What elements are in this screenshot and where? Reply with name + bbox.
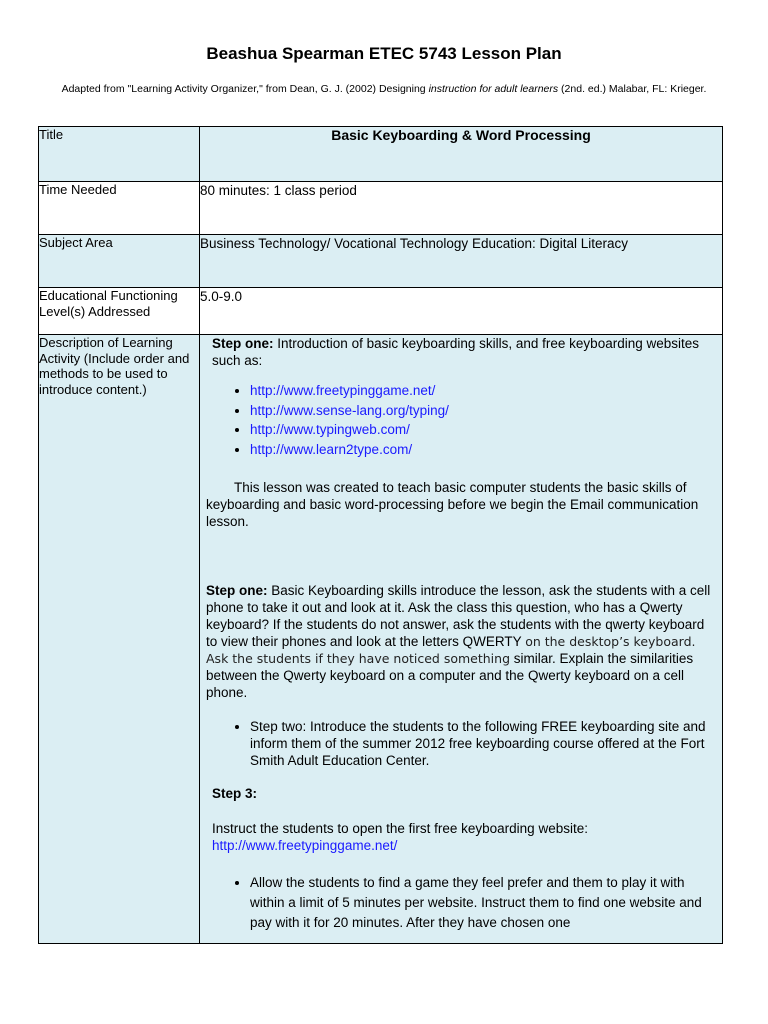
step3-link[interactable]: http://www.freetypinggame.net/: [212, 838, 398, 853]
citation-book-title: instruction for adult learners: [428, 83, 559, 95]
time-label: Time Needed: [39, 182, 200, 235]
description-value: [200, 335, 723, 944]
description-label: Description of Learning Activity (Include order and methods to be used to introduce content.): [39, 335, 200, 944]
step1-text: Introduction of basic keyboarding skills, and free keyboarding websites such as:: [212, 336, 700, 368]
step1-paragraph: [212, 335, 714, 369]
step1b-text: Basic Keyboarding skills introduce the lesson, ask the students with a cell phone to take it out and look at it. Ask the class this question, who has a Qwerty keyboard? If the students do not answer, ask the students with the qwerty keyboard to view their phones and look at the letters QWERTY: [206, 583, 711, 649]
link-freetypinggame[interactable]: http://www.freetypinggame.net/: [250, 383, 436, 398]
citation-text-post: (2nd. ed.) Malabar, FL: Krieger.: [558, 83, 707, 95]
step1b-heading: Step one:: [206, 583, 268, 598]
link-learn2type[interactable]: http://www.learn2type.com/: [250, 441, 413, 457]
description-row: [39, 335, 723, 944]
subject-row: [39, 235, 723, 288]
intro-paragraph: This lesson was created to teach basic computer students the basic skills of keyboarding and basic word-processing before we begin the Email communication lesson.: [206, 480, 699, 529]
time-value: 80 minutes: 1 class period: [200, 182, 723, 235]
link-typingweb[interactable]: http://www.typingweb.com/: [250, 422, 410, 437]
list-item: [250, 440, 714, 460]
step3-item: • Allow the students to find a game they feel prefer and them to play it with within a limit of 5 minutes per website. Instruct them to find one website and pay with it for 20 minutes. After they have chosen one: [250, 873, 714, 933]
list-item: [250, 420, 714, 440]
document-title: Beashua Spearman ETEC 5743 Lesson Plan: [206, 44, 562, 63]
title-label: Title: [39, 127, 200, 182]
step1b-paragraph: [206, 582, 714, 701]
level-row: [39, 288, 723, 335]
step3-paragraph: [212, 820, 714, 854]
level-label: Educational Functioning Level(s) Addressed: [39, 288, 200, 335]
citation-note: [52, 83, 716, 95]
lesson-plan-table: [38, 126, 723, 944]
step1-heading: Step one:: [212, 336, 274, 351]
step1b-odd-text: on the desktop’s keyboard. Ask the students if they have noticed something: [206, 634, 696, 666]
step1b-end-text: similar. Explain the similarities between the Qwerty keyboard on a computer and the Qwerty keyboard on a cell phone.: [206, 651, 694, 700]
title-value: Basic Keyboarding & Word Processing: [200, 127, 723, 182]
list-item: [250, 381, 714, 401]
subject-label: Subject Area: [39, 235, 200, 288]
step3-heading: [212, 785, 714, 802]
step2-list: [206, 718, 714, 769]
citation-text-pre: Adapted from "Learning Activity Organizer," from Dean, G. J. (2002) Designing: [61, 83, 429, 95]
step3-list: [206, 873, 714, 933]
step2-item: • Step two: Introduce the students to the following FREE keyboarding site and inform them of the summer 2012 free keyboarding course offered at the Fort Smith Adult Education Center.: [250, 718, 714, 769]
step3-text: Instruct the students to open the first free keyboarding website:: [212, 821, 588, 836]
step3-heading-text: Step 3:: [212, 786, 258, 801]
website-list: [206, 381, 714, 459]
time-row: [39, 182, 723, 235]
list-item: [250, 401, 714, 421]
link-sense-lang[interactable]: http://www.sense-lang.org/typing/: [250, 402, 449, 418]
subject-value: Business Technology/ Vocational Technology Education: Digital Literacy: [200, 235, 723, 288]
title-row: [39, 127, 723, 182]
level-value: 5.0-9.0: [200, 288, 723, 335]
